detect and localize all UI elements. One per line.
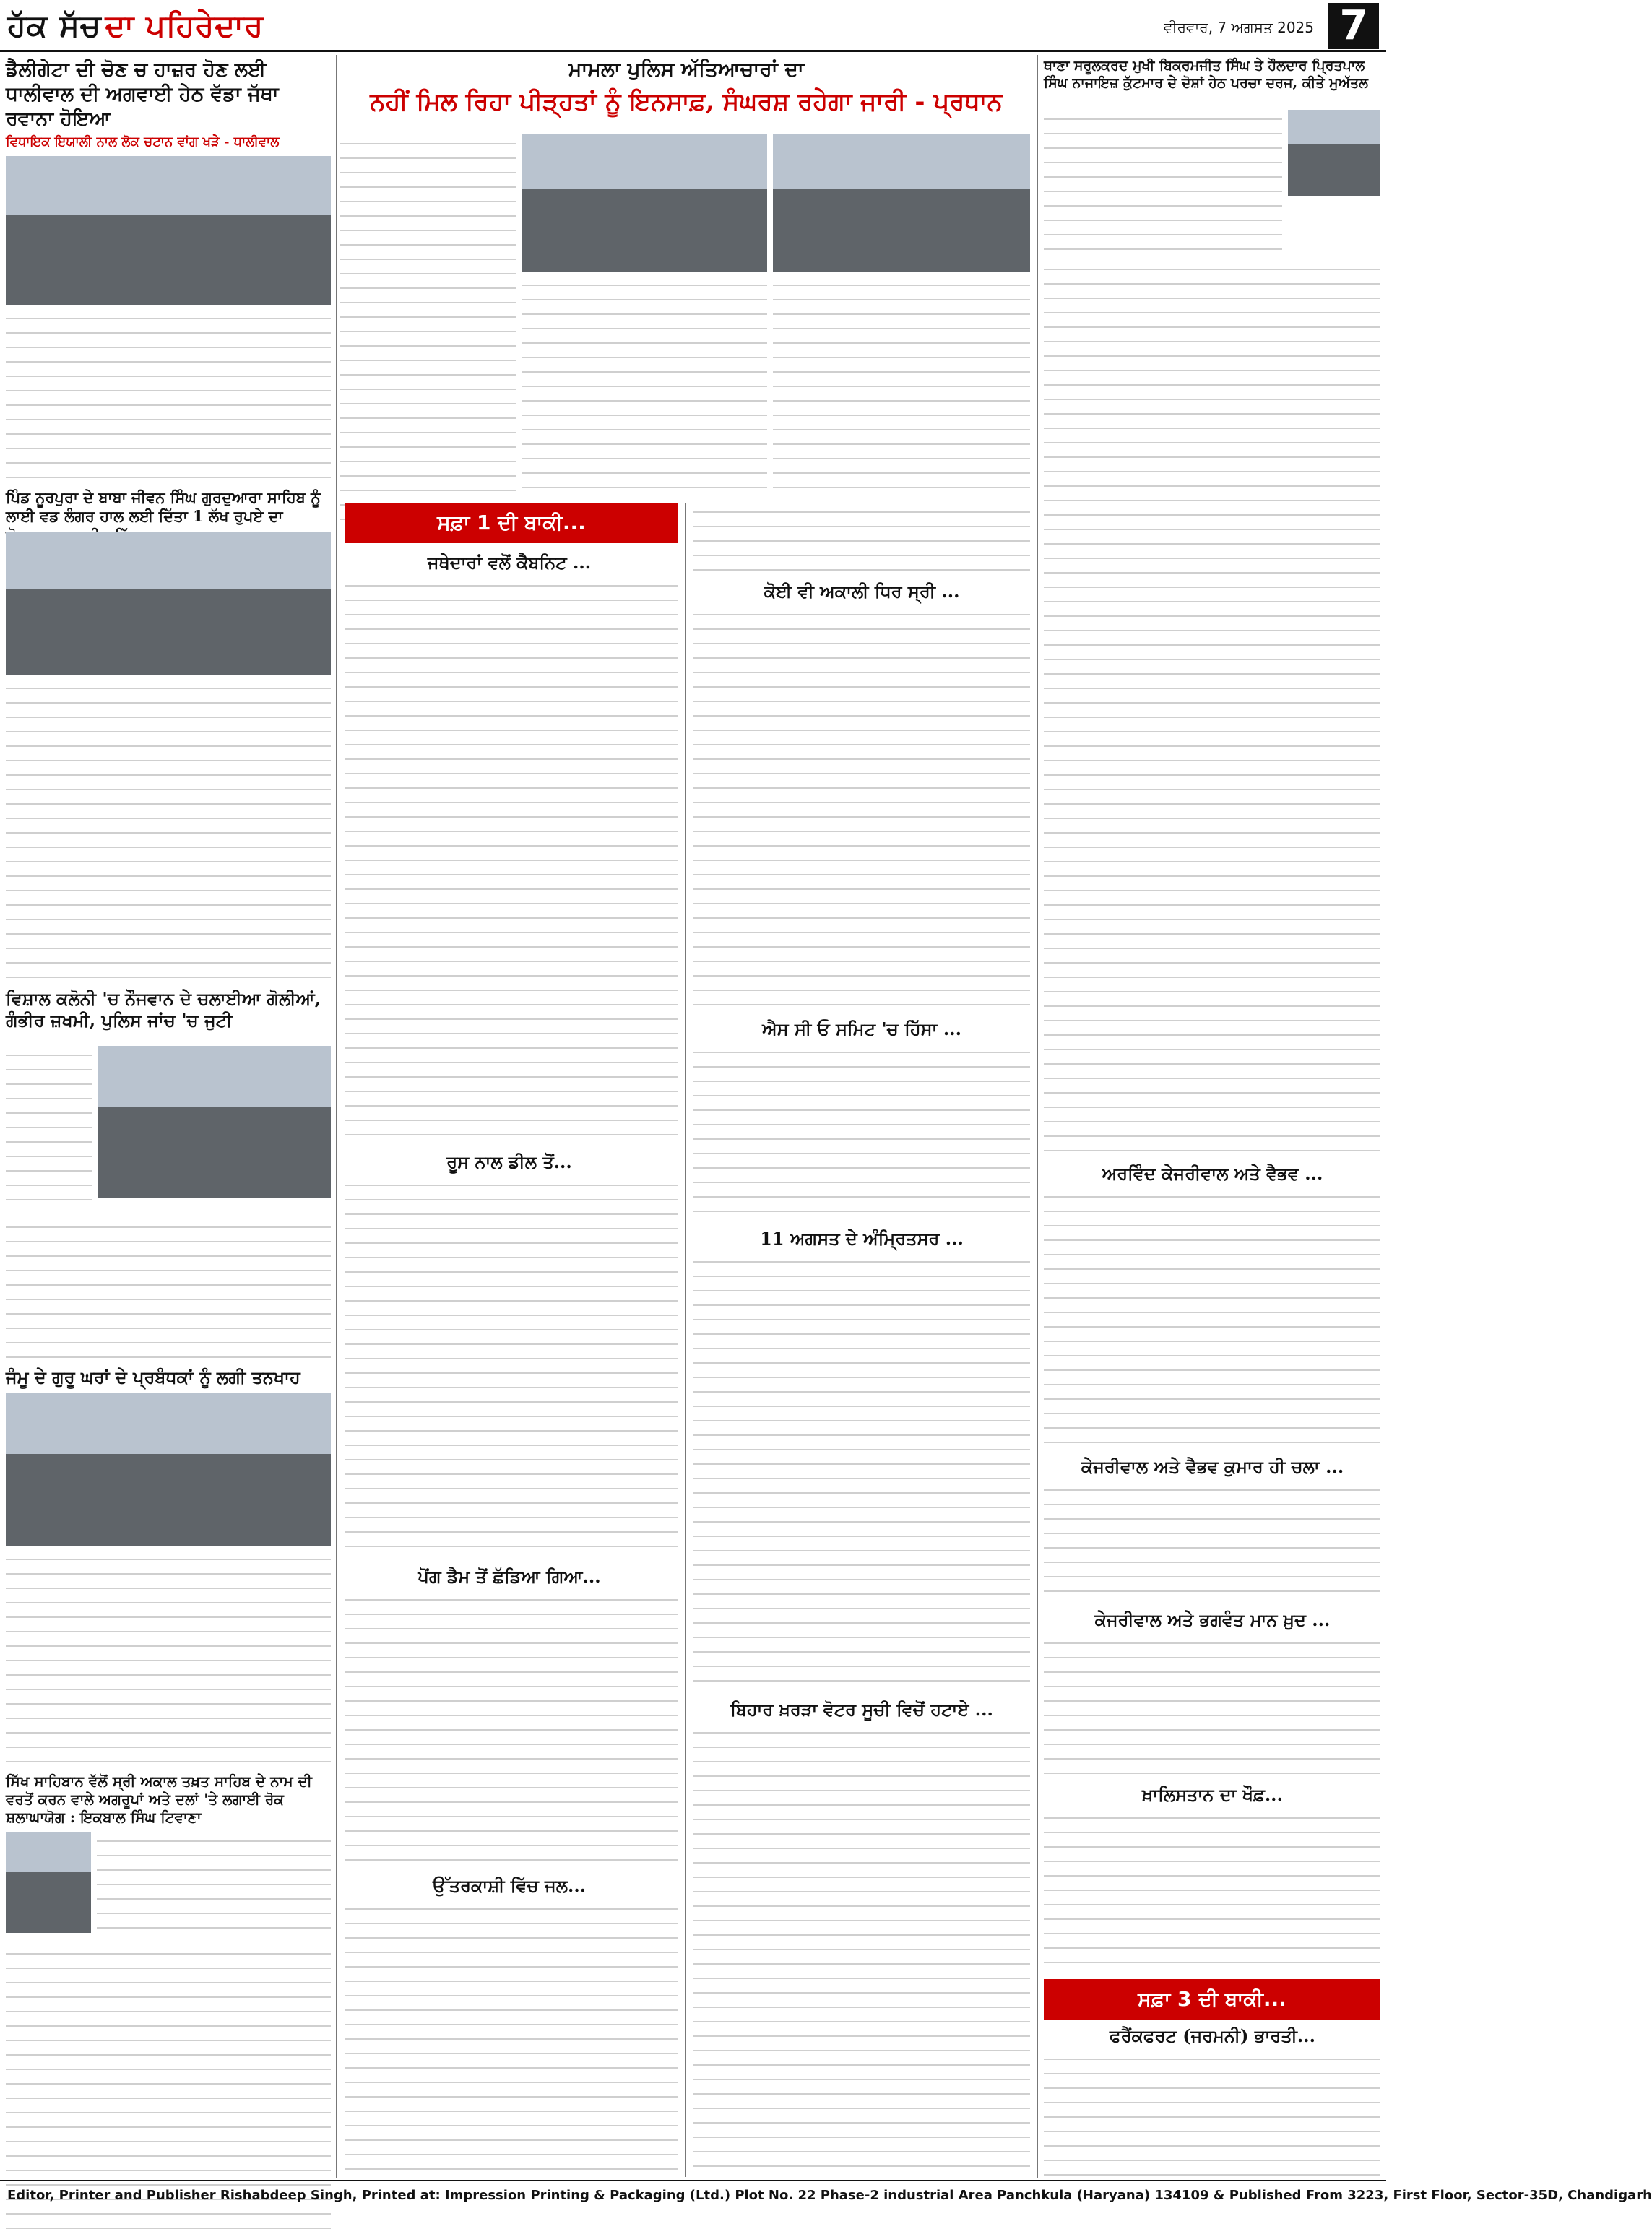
center-sub5-text	[693, 1252, 1030, 1686]
continued-from-page3-bar: ਸਫ਼ਾ 3 ਦੀ ਬਾਕੀ...	[1044, 1979, 1380, 2020]
masthead	[0, 0, 1386, 52]
left-story4-photo	[6, 1393, 331, 1546]
left-story1-headline: ਡੈਲੀਗੇਟਾ ਦੀ ਚੋਣ ਚ ਹਾਜ਼ਰ ਹੋਣ ਲਈ ਧਾਲੀਵਾਲ ਦੀ ਅਗਵਾਈ ਹੇਠ ਵੱਡਾ ਜੱਥਾ ਰਵਾਨਾ ਹੋਇਆ	[6, 59, 279, 130]
imprint-footer: Editor, Printer and Publisher Rishabdeep Singh, Printed at: Impression Printing & Packaging (Ltd.) Plot No. 22 Phase-2 industrial Area Panchkula (Haryana) 134109 & Published From 3223, First Floor, Sector-35D, Chandigarh	[0, 2180, 1386, 2209]
center-top-photo-1	[522, 134, 767, 272]
left-story4-headline: ਜੰਮੂ ਦੇ ਗੁਰੂ ਘਰਾਂ ਦੇ ਪ੍ਰਬੰਧਕਾਂ ਨੂੰ ਲਗੀ ਤਨਖਾਹ	[6, 1367, 300, 1388]
right-story1-portrait	[1288, 110, 1380, 196]
center-top-text-a	[340, 134, 516, 524]
center-top-text-c	[773, 276, 1030, 493]
center-sub1-text	[345, 576, 678, 1140]
center-sub4: ਰੂਸ ਨਾਲ ਡੀਲ ਤੋਂ...	[446, 1151, 572, 1172]
center-sub8-text	[345, 1900, 678, 2177]
center-top-text-b	[522, 276, 767, 493]
left-story3-photo	[98, 1046, 331, 1198]
right-sub3-text	[1044, 1634, 1380, 1778]
center-sub8: ਉੱਤਰਕਾਸ਼ੀ ਵਿੱਚ ਜਲ...	[432, 1875, 587, 1896]
left-story5-portrait	[6, 1832, 91, 1933]
center-sub7: ਬਿਹਾਰ ਖ਼ਰੜਾ ਵੋਟਰ ਸੂਚੀ ਵਿਚੋਂ ਹਟਾਏ ...	[730, 1699, 993, 1720]
left-story5-text-a	[97, 1832, 331, 1940]
left-story4-text	[6, 1550, 331, 1767]
center-sub6-text	[345, 1590, 678, 1865]
right-sub2-text	[1044, 1481, 1380, 1603]
left-story1-photo	[6, 156, 331, 305]
newspaper-logo	[7, 4, 325, 48]
logo-part1: ਹੱਕ ਸੱਚ	[7, 8, 102, 43]
center-colB-top-text	[693, 503, 1030, 575]
right-story1-headline: ਥਾਣਾ ਸਰੂਲਕਰਦ ਮੁਖੀ ਬਿਕਰਮਜੀਤ ਸਿੰਘ ਤੇ ਹੌਲਦਾਰ ਪ੍ਰਿਤਪਾਲ ਸਿੰਘ ਨਾਜਾਇਜ਼ ਕੁੱਟਮਾਰ ਦੇ ਦੋਸ਼ਾਂ ਹੇਠ ਪਰਚਾ ਦਰਜ, ਕੀਤੇ ਮੁਅੱਤਲ	[1044, 58, 1369, 91]
right-sub2: ਕੇਜਰੀਵਾਲ ਅਤੇ ਵੈਭਵ ਕੁਮਾਰ ਹੀ ਚਲਾ ...	[1081, 1456, 1344, 1477]
right-story1-text-a	[1044, 110, 1282, 254]
center-sub2: ਕੋਈ ਵੀ ਅਕਾਲੀ ਧਿਰ ਸ੍ਰੀ ...	[764, 581, 960, 602]
center-sub3: ਐਸ ਸੀ ਓ ਸਮਿਟ 'ਚ ਹਿੱਸਾ ...	[762, 1018, 961, 1039]
center-column-rule	[685, 503, 686, 2177]
center-sub6: ਪੋਂਗ ਡੈਮ ਤੋਂ ਛੱਡਿਆ ਗਿਆ...	[418, 1566, 601, 1587]
left-story3-text-a	[6, 1046, 92, 1212]
center-sub4-text	[345, 1176, 678, 1551]
right-sub5-text	[1044, 2050, 1380, 2177]
right-sub1: ਅਰਵਿੰਦ ਕੇਜਰੀਵਾਲ ਅਤੇ ਵੈਭਵ ...	[1102, 1163, 1323, 1184]
left-story1-text	[6, 309, 331, 482]
issue-date: ਵੀਰਵਾਰ, 7 ਅਗਸਤ 2025	[1164, 19, 1314, 36]
center-top-headline: ਨਹੀਂ ਮਿਲ ਰਿਹਾ ਪੀੜ੍ਹਤਾਂ ਨੂੰ ਇਨਸਾਫ਼, ਸੰਘਰਸ਼ ਰਹੇਗਾ ਜਾਰੀ - ਪ੍ਰਧਾਨ	[370, 87, 1003, 116]
continued-from-page1-bar: ਸਫ਼ਾ 1 ਦੀ ਬਾਕੀ...	[345, 503, 678, 543]
center-sub5: 11 ਅਗਸਤ ਦੇ ਅੰਮ੍ਰਿਤਸਰ ...	[760, 1228, 964, 1249]
left-column	[0, 55, 337, 2178]
left-story5-headline: ਸਿੱਖ ਸਾਹਿਬਾਨ ਵੱਲੋਂ ਸ੍ਰੀ ਅਕਾਲ ਤਖ਼ਤ ਸਾਹਿਬ ਦੇ ਨਾਮ ਦੀ ਵਰਤੋਂ ਕਰਨ ਵਾਲੇ ਅਗਰੂਪਾਂ ਅਤੇ ਦਲਾਂ 'ਤੇ ਲਗਾਈ ਰੋਕ ਸ਼ਲਾਘਾਯੋਗ : ਇਕਬਾਲ ਸਿੰਘ ਟਿਵਾਣਾ	[6, 1773, 312, 1826]
left-story2-text	[6, 679, 331, 982]
left-story2-photo	[6, 532, 331, 675]
right-column	[1037, 55, 1386, 2178]
left-story1-subhead: ਵਿਧਾਇਕ ਇਯਾਲੀ ਨਾਲ ਲੋਕ ਚਟਾਨ ਵਾਂਗ ਖੜੇ - ਧਾਲੀਵਾਲ	[6, 134, 280, 150]
center-sub1: ਜਥੇਦਾਰਾਂ ਵਲੋਂ ਕੈਬਨਿਟ ...	[427, 552, 592, 573]
left-story3-headline: ਵਿਸ਼ਾਲ ਕਲੋਨੀ 'ਚ ਨੌਜਵਾਨ ਦੇ ਚਲਾਈਆ ਗੋਲੀਆਂ, ਗੰਭੀਰ ਜ਼ਖਮੀ, ਪੁਲਿਸ ਜਾਂਚ 'ਚ ਜੁਟੀ	[6, 988, 321, 1031]
logo-part2: ਦਾ ਪਹਿਰੇਦਾਰ	[105, 8, 264, 43]
center-sub2-text	[693, 605, 1030, 1010]
center-kicker: ਮਾਮਲਾ ਪੁਲਿਸ ਅੱਤਿਆਚਾਰਾਂ ਦਾ	[568, 57, 804, 81]
center-area	[340, 55, 1033, 2178]
center-top-photo-2	[773, 134, 1030, 272]
right-sub5: ਫਰੈਂਕਫਰਟ (ਜਰਮਨੀ) ਭਾਰਤੀ...	[1110, 2025, 1315, 2046]
center-sub7-text	[693, 1723, 1030, 2177]
center-sub3-text	[693, 1043, 1030, 1216]
right-story1-text-b	[1044, 260, 1380, 1156]
page-number: 7	[1328, 3, 1379, 49]
right-sub3: ਕੇਜਰੀਵਾਲ ਅਤੇ ਭਗਵੰਤ ਮਾਨ ਖ਼ੁਦ ...	[1094, 1609, 1331, 1630]
left-story3-text-b	[6, 1218, 331, 1362]
right-sub1-text	[1044, 1187, 1380, 1447]
right-sub4-text	[1044, 1809, 1380, 1975]
right-sub4: ਖ਼ਾਲਿਸਤਾਨ ਦਾ ਖੌਫ਼...	[1142, 1784, 1283, 1805]
left-story2-headline: ਪਿੰਡ ਨੂਰਪੁਰਾ ਦੇ ਬਾਬਾ ਜੀਵਨ ਸਿੰਘ ਗੁਰਦੁਆਰਾ ਸਾਹਿਬ ਨੂੰ ਲਾਈ ਵਡ ਲੰਗਰ ਹਾਲ ਲਈ ਦਿੱਤਾ 1 ਲੱਖ ਰੁਪਏ ਦਾ	[6, 488, 321, 526]
